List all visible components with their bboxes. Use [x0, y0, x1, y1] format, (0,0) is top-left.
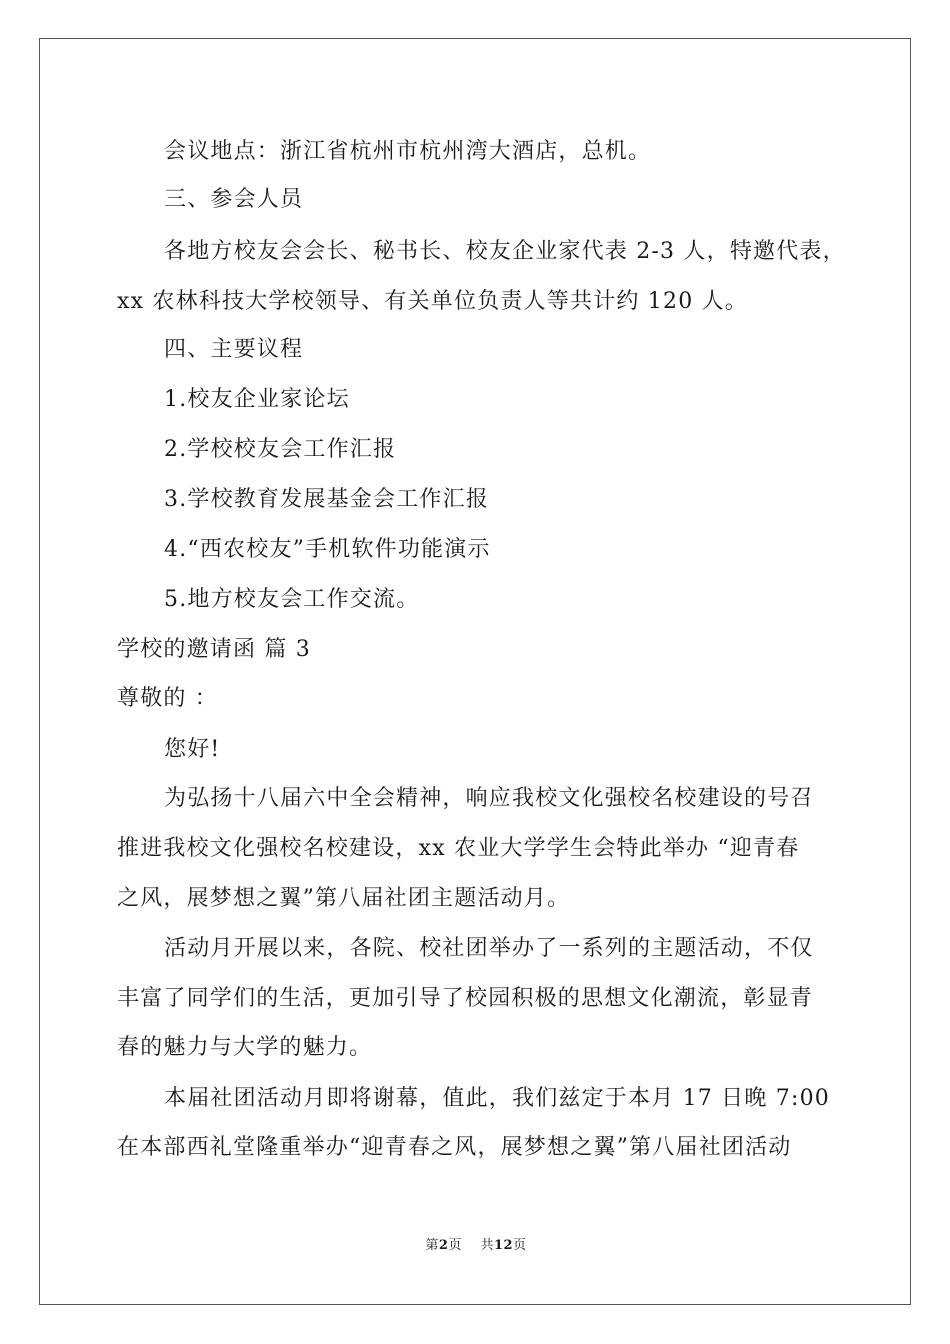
agenda-item: 3.学校教育发展基金会工作汇报 [164, 487, 489, 512]
paragraph-line: 各地方校友会会长、秘书长、校友企业家代表 2-3 人，特邀代表， [164, 239, 846, 264]
paragraph-line: 在本部西礼堂隆重举办“迎青春之风，展梦想之翼”第八届社团活动 [117, 1135, 792, 1160]
article-title: 学校的邀请函 篇 3 [117, 637, 311, 662]
paragraph-line: 本届社团活动月即将谢幕，值此，我们兹定于本月 17 日晚 7:00 [164, 1086, 830, 1111]
agenda-item: 5.地方校友会工作交流。 [164, 587, 420, 612]
paragraph-line: 活动月开展以来，各院、校社团举办了一系列的主题活动，不仅 [164, 936, 814, 961]
page-frame [39, 38, 911, 1305]
paragraph-line: 推进我校文化强校名校建设，xx 农业大学学生会特此举办 “迎青春 [117, 836, 800, 861]
agenda-item: 4.“西农校友”手机软件功能演示 [164, 537, 491, 562]
paragraph-line: 为弘扬十八届六中全会精神，响应我校文化强校名校建设的号召 [164, 786, 814, 811]
page-footer [40, 1237, 912, 1255]
paragraph-line: 丰富了同学们的生活，更加引导了校园积极的思想文化潮流，彰显青 [117, 986, 814, 1011]
paragraph-line: 之风，展梦想之翼”第八届社团主题活动月。 [117, 886, 571, 911]
greeting: 您好! [164, 737, 221, 762]
footer-middle: 页 共 [448, 1238, 494, 1253]
salutation: 尊敬的 ： [117, 686, 218, 711]
agenda-item: 2.学校校友会工作汇报 [164, 437, 397, 462]
total-page-count: 12 [493, 1238, 514, 1253]
paragraph-line: 春的魅力与大学的魅力。 [117, 1035, 373, 1060]
current-page-number: 2 [438, 1238, 449, 1253]
agenda-item: 1.校友企业家论坛 [164, 387, 350, 412]
section-heading-agenda: 四、主要议程 [164, 337, 304, 362]
footer-prefix: 第 [425, 1238, 439, 1253]
section-heading-attendees: 三、参会人员 [164, 187, 304, 212]
venue-line: 会议地点：浙江省杭州市杭州湾大酒店，总机。 [164, 139, 652, 164]
footer-suffix: 页 [513, 1238, 527, 1253]
paragraph-line: xx 农林科技大学校领导、有关单位负责人等共计约 120 人。 [117, 289, 748, 314]
